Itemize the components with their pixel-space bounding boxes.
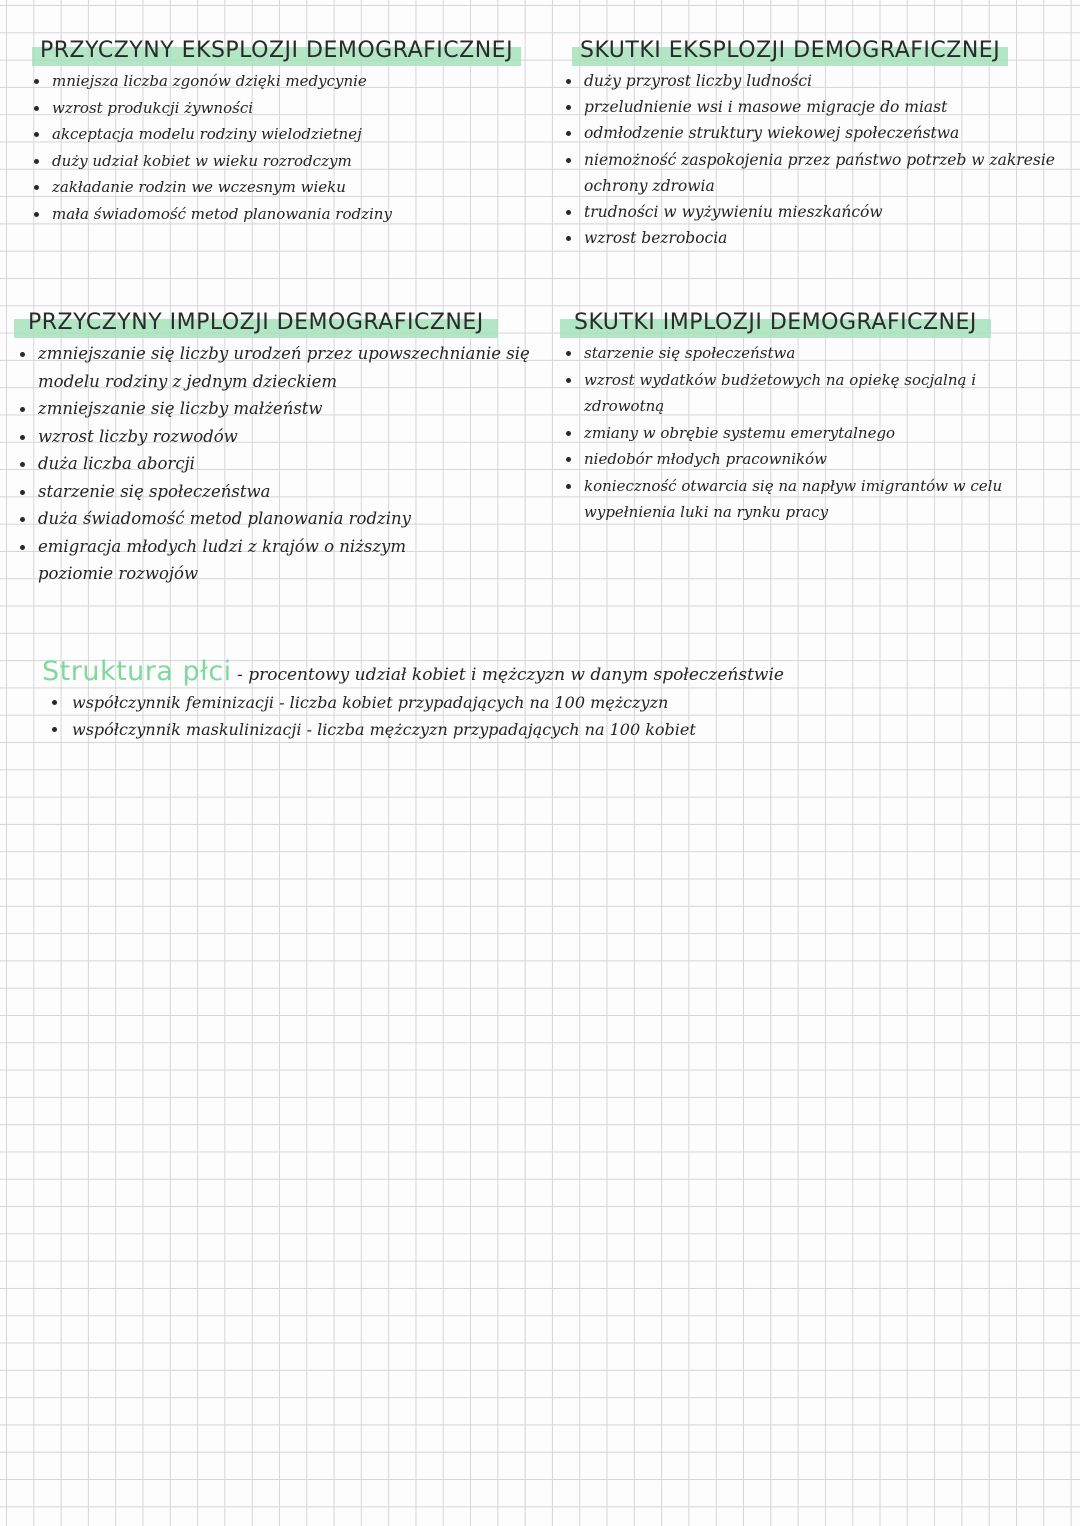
bullet-icon <box>34 132 39 137</box>
list-item-text: współczynnik feminizacji - liczba kobiet przypadających na 100 mężczyzn <box>72 693 669 712</box>
list-item <box>560 199 1056 225</box>
bullet-icon <box>20 517 25 522</box>
bullet-icon <box>34 106 39 111</box>
list-item <box>42 716 1042 743</box>
list-item <box>14 533 554 588</box>
bullet-icon <box>34 212 39 217</box>
list-item-text: duży przyrost liczby ludności <box>584 72 812 90</box>
list-item <box>28 121 548 148</box>
causes-explosion-title: PRZYCZYNY EKSPLOZJI DEMOGRAFICZNEJ <box>40 38 514 63</box>
causes-explosion-section <box>28 38 548 227</box>
bullet-icon <box>566 158 571 163</box>
bullet-icon <box>34 185 39 190</box>
gender-structure-term: Struktura płci <box>42 656 232 687</box>
bullet-icon <box>34 79 39 84</box>
list-item-text: duża liczba aborcji <box>38 454 195 473</box>
effects-explosion-list <box>560 68 1056 251</box>
list-item <box>14 478 554 506</box>
list-item-text: zmniejszanie się liczby małżeństw <box>38 399 323 418</box>
list-item-text: wzrost bezrobocia <box>584 229 728 248</box>
bullet-icon <box>566 351 571 356</box>
bullet-icon <box>566 210 571 215</box>
list-item-text: akceptacja modelu rodziny wielodzietnej <box>52 125 362 143</box>
gender-structure-section <box>42 656 1042 743</box>
causes-implosion-section <box>14 310 554 588</box>
list-item-text: niemożność zaspokojenia przez państwo potrzeb w zakresie ochrony zdrowia <box>584 150 1055 195</box>
gender-structure-list <box>42 689 1042 743</box>
bullet-icon <box>20 545 25 550</box>
bullet-icon <box>566 105 571 110</box>
gender-structure-definition: - procentowy udział kobiet i mężczyzn w danym społeczeństwie <box>237 665 784 685</box>
list-item-text: emigracja młodych ludzi z krajów o niższym poziomie rozwojów <box>38 536 407 583</box>
list-item-text: niedobór młodych pracowników <box>584 450 827 468</box>
list-item-text: przeludnienie wsi i masowe migracje do miast <box>584 98 948 117</box>
list-item <box>560 340 1056 367</box>
list-item-text: odmłodzenie struktury wiekowej społeczeństwa <box>584 124 960 143</box>
causes-implosion-title: PRZYCZYNY IMPLOZJI DEMOGRAFICZNEJ <box>28 310 484 335</box>
list-item-text: duży udział kobiet w wieku rozrodczym <box>52 151 352 170</box>
list-item <box>42 689 1042 716</box>
causes-implosion-heading <box>14 310 498 336</box>
bullet-icon <box>52 727 57 732</box>
list-item <box>560 68 1056 94</box>
list-item-text: trudności w wyżywieniu mieszkańców <box>584 203 883 222</box>
list-item <box>560 147 1056 199</box>
list-item-text: mniejsza liczba zgonów dzięki medycynie <box>52 72 367 90</box>
bullet-icon <box>566 457 571 462</box>
bullet-icon <box>20 462 25 467</box>
list-item-text: współczynnik maskulinizacji - liczba mężczyzn przypadających na 100 kobiet <box>72 720 696 739</box>
bullet-icon <box>566 79 571 84</box>
causes-implosion-list <box>14 340 554 588</box>
list-item-text: zmniejszanie się liczby urodzeń przez upowszechnianie się modelu rodziny z jednym dzieckiem <box>38 344 530 391</box>
bullet-icon <box>20 407 25 412</box>
list-item-text: wzrost liczby rozwodów <box>38 426 238 446</box>
list-item <box>28 95 548 122</box>
bullet-icon <box>34 159 39 164</box>
list-item <box>14 423 554 451</box>
list-item-text: starzenie się społeczeństwa <box>38 481 271 501</box>
gender-structure-definition-line <box>42 656 1042 687</box>
causes-explosion-heading <box>32 38 521 64</box>
bullet-icon <box>20 490 25 495</box>
list-item <box>560 120 1056 146</box>
list-item-text: wzrost wydatków budżetowych na opiekę socjalną i zdrowotną <box>584 370 976 415</box>
list-item-text: mała świadomość metod planowania rodziny <box>52 204 392 223</box>
list-item-text: starzenie się społeczeństwa <box>584 344 796 362</box>
list-item-text: zakładanie rodzin we wczesnym wieku <box>52 178 346 196</box>
list-item <box>14 450 554 478</box>
list-item-text: zmiany w obrębie systemu emerytalnego <box>584 423 896 442</box>
list-item <box>560 473 1056 526</box>
list-item <box>560 420 1056 447</box>
effects-implosion-title: SKUTKI IMPLOZJI DEMOGRAFICZNEJ <box>574 310 977 335</box>
bullet-icon <box>566 378 571 383</box>
effects-explosion-heading <box>572 38 1008 64</box>
list-item <box>14 505 554 533</box>
list-item <box>14 340 554 395</box>
list-item <box>28 174 548 201</box>
list-item <box>14 395 554 423</box>
list-item <box>560 367 1056 420</box>
bullet-icon <box>20 435 25 440</box>
bullet-icon <box>566 236 571 241</box>
bullet-icon <box>20 352 25 357</box>
list-item-text: konieczność otwarcia się na napływ imigrantów w celu wypełnienia luki na rynku pracy <box>584 476 1003 521</box>
effects-explosion-title: SKUTKI EKSPLOZJI DEMOGRAFICZNEJ <box>580 38 1001 63</box>
list-item <box>28 68 548 95</box>
bullet-icon <box>566 431 571 436</box>
effects-explosion-section <box>560 38 1056 251</box>
effects-implosion-list <box>560 340 1056 526</box>
list-item <box>28 148 548 175</box>
bullet-icon <box>566 131 571 136</box>
causes-explosion-list <box>28 68 548 227</box>
list-item <box>28 201 548 228</box>
effects-implosion-section <box>560 310 1056 526</box>
list-item-text: duża świadomość metod planowania rodziny <box>38 509 411 528</box>
list-item <box>560 446 1056 473</box>
bullet-icon <box>566 484 571 489</box>
bullet-icon <box>52 700 57 705</box>
list-item <box>560 94 1056 120</box>
effects-implosion-heading <box>560 310 991 336</box>
list-item <box>560 225 1056 251</box>
list-item-text: wzrost produkcji żywności <box>52 98 254 117</box>
